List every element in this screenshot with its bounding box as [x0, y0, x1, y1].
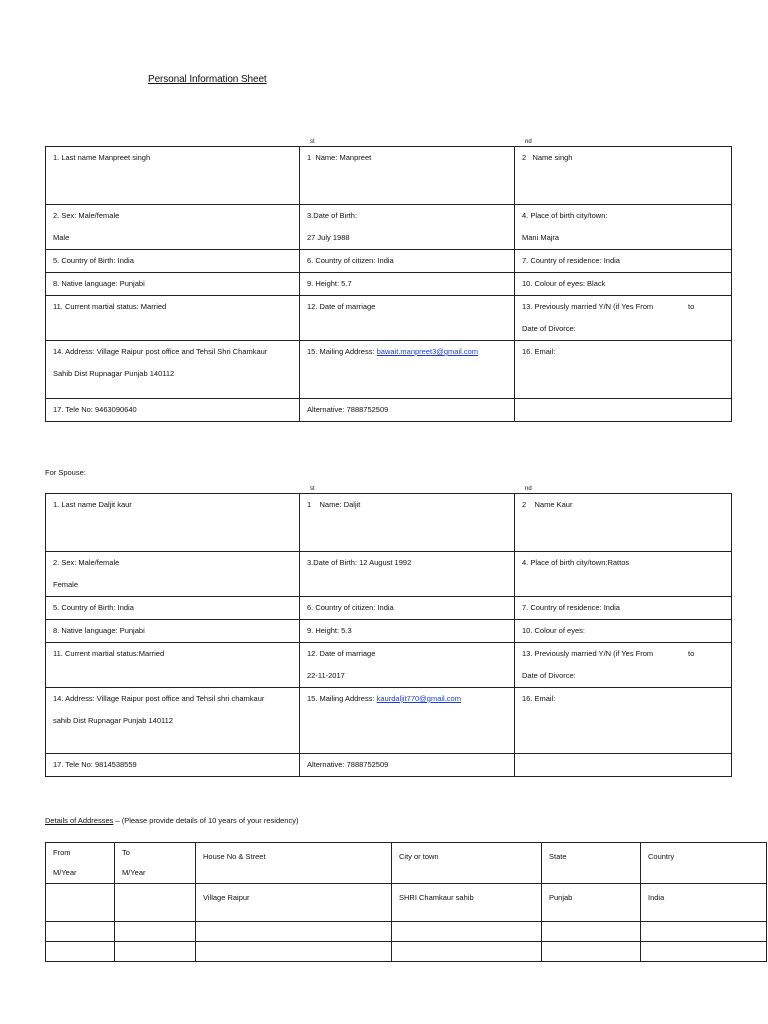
spouse-sex-value: Female — [53, 580, 79, 589]
spouse-dob-cell — [300, 552, 515, 597]
spouse-section-label: For Spouse: — [45, 468, 86, 477]
table-cell — [542, 922, 641, 942]
prev-married-to: to — [688, 302, 695, 311]
spouse-pob-cell — [515, 552, 732, 597]
sex-label: 2. Sex: Male/female — [53, 211, 120, 220]
spouse-tele-cell: 17. Tele No: 9814538559 — [46, 754, 300, 777]
table-cell — [196, 942, 392, 962]
address-cell — [46, 341, 300, 399]
divorce-label: Date of Divorce: — [522, 324, 576, 333]
address-line-2: Sahib Dist Rupnagar Punjab 140112 — [53, 369, 175, 378]
table-cell: Village Raipur — [196, 884, 392, 922]
second-name-ordinal: 2 nd — [522, 139, 532, 162]
spouse-mailing-cell — [300, 688, 515, 754]
table-header-row — [46, 843, 767, 884]
table-row — [46, 884, 767, 922]
first-name-ordinal: 1 st — [307, 139, 315, 162]
applicant-info-table — [45, 139, 732, 422]
sex-cell — [46, 205, 300, 250]
prev-married-cell — [515, 296, 732, 341]
dob-label: 3.Date of Birth: — [307, 211, 358, 220]
table-cell — [196, 922, 392, 942]
spouse-country-birth-cell: 5. Country of Birth: India — [46, 597, 300, 620]
spouse-second-name-ordinal: 2 nd — [522, 486, 532, 509]
table-cell: SHRI Chamkaur sahib — [392, 884, 542, 922]
table-cell — [641, 942, 767, 962]
marriage-cell — [300, 296, 515, 341]
spouse-prev-married-cell — [515, 643, 732, 688]
alternative-cell: Alternative: 7888752509 — [300, 399, 515, 422]
addresses-table — [45, 842, 767, 962]
table-cell — [542, 942, 641, 962]
last-name-cell — [46, 147, 300, 205]
tele-cell: 17. Tele No: 9463090640 — [46, 399, 300, 422]
spouse-empty-cell — [515, 754, 732, 777]
spouse-email-cell: 16. Email: — [515, 688, 732, 754]
header-country: Country — [641, 843, 767, 884]
spouse-marriage-value: 22-11-2017 — [307, 671, 345, 680]
pob-label: 4. Place of birth city/town: — [522, 211, 608, 220]
prev-married-line — [522, 296, 731, 318]
residence-cell: 7. Country of residence: India — [515, 250, 732, 273]
first-name-text: Name: Manpreet — [315, 153, 372, 162]
second-name-cell — [515, 139, 732, 205]
header-from: From M/Year — [46, 843, 115, 884]
pob-value: Mani Majra — [522, 233, 560, 242]
last-name-text: 1. Last name Manpreet singh — [53, 153, 151, 162]
spouse-first-name-text: Name: Daljit — [319, 500, 361, 509]
empty-cell — [515, 399, 732, 422]
spouse-citizen-cell: 6. Country of citizen: India — [300, 597, 515, 620]
spouse-prev-married-label: 13. Previously married Y/N (if Yes From — [522, 649, 654, 658]
spouse-info-table — [45, 486, 732, 777]
spouse-marriage-label: 12. Date of marriage — [307, 649, 376, 658]
eyes-cell: 10. Colour of eyes: Black — [515, 273, 732, 296]
dob-cell — [300, 205, 515, 250]
spouse-dob-label: 3.Date of Birth: 12 August 1992 — [307, 558, 412, 567]
spouse-marriage-cell — [300, 643, 515, 688]
spouse-second-name-text: Name Kaur — [534, 500, 573, 509]
marriage-label: 12. Date of marriage — [307, 302, 376, 311]
spouse-first-name-ordinal: 1 st — [307, 486, 315, 509]
spouse-prev-married-line — [522, 643, 731, 665]
spouse-alternative-cell: Alternative: 7888752509 — [300, 754, 515, 777]
language-cell: 8. Native language: Punjabi — [46, 273, 300, 296]
spouse-address-line-2: sahib Dist Rupnagar Punjab 140112 — [53, 716, 173, 725]
address-line-1: 14. Address: Village Raipur post office and Tehsil Shri Chamkaur — [53, 347, 268, 356]
mailing-cell — [300, 341, 515, 399]
table-cell — [392, 922, 542, 942]
spouse-pob-label: 4. Place of birth city/town:Rattos — [522, 558, 630, 567]
spouse-marital-cell: 11. Current martial status:Married — [46, 643, 300, 688]
table-cell — [115, 942, 196, 962]
spouse-residence-cell: 7. Country of residence: India — [515, 597, 732, 620]
addresses-heading — [45, 816, 298, 825]
table-row — [46, 922, 767, 942]
spouse-first-name-cell — [300, 486, 515, 552]
table-cell — [392, 942, 542, 962]
mailing-email-link[interactable]: bawait.manpreet3@gmail.com — [376, 347, 479, 356]
header-state: State — [542, 843, 641, 884]
first-name-cell — [300, 139, 515, 205]
table-cell — [46, 922, 115, 942]
header-house-street: House No & Street — [196, 843, 392, 884]
second-name-text: Name singh — [532, 153, 573, 162]
spouse-address-cell — [46, 688, 300, 754]
height-cell: 9. Height: 5.7 — [300, 273, 515, 296]
table-cell — [46, 942, 115, 962]
table-row — [46, 942, 767, 962]
addresses-heading-note: – (Please provide details of 10 years of your residency) — [113, 816, 299, 825]
spouse-eyes-cell: 10. Colour of eyes: — [515, 620, 732, 643]
mailing-label: 15. Mailing Address: — [307, 347, 375, 356]
country-birth-cell: 5. Country of Birth: India — [46, 250, 300, 273]
table-cell — [115, 922, 196, 942]
dob-value: 27 July 1988 — [307, 233, 350, 242]
spouse-address-line-1: 14. Address: Village Raipur post office and Tehsil shri chamkaur — [53, 694, 265, 703]
email-cell: 16. Email: — [515, 341, 732, 399]
spouse-language-cell: 8. Native language: Punjabi — [46, 620, 300, 643]
page-title: Personal Information Sheet — [148, 74, 267, 85]
spouse-divorce-label: Date of Divorce: — [522, 671, 576, 680]
header-to: To M/Year — [115, 843, 196, 884]
prev-married-label: 13. Previously married Y/N (if Yes From — [522, 302, 654, 311]
spouse-height-cell: 9. Height: 5.3 — [300, 620, 515, 643]
table-cell — [641, 922, 767, 942]
spouse-sex-cell — [46, 552, 300, 597]
table-cell — [46, 884, 115, 922]
table-cell: India — [641, 884, 767, 922]
sex-value: Male — [53, 233, 70, 242]
spouse-mailing-label: 15. Mailing Address: — [307, 694, 375, 703]
citizen-cell: 6. Country of citizen: India — [300, 250, 515, 273]
table-cell: Punjab — [542, 884, 641, 922]
marital-cell: 11. Current martial status: Married — [46, 296, 300, 341]
table-cell — [115, 884, 196, 922]
addresses-heading-title: Details of Addresses — [45, 816, 114, 825]
spouse-last-name-text: 1. Last name Daljit kaur — [53, 500, 132, 509]
pob-cell — [515, 205, 732, 250]
spouse-last-name-cell — [46, 494, 300, 552]
spouse-sex-label: 2. Sex: Male/female — [53, 558, 120, 567]
spouse-second-name-cell — [515, 486, 732, 552]
spouse-prev-married-to: to — [688, 649, 695, 658]
header-city: City or town — [392, 843, 542, 884]
spouse-mailing-email-link[interactable]: kaurdaljit770@gmail.com — [376, 694, 461, 703]
